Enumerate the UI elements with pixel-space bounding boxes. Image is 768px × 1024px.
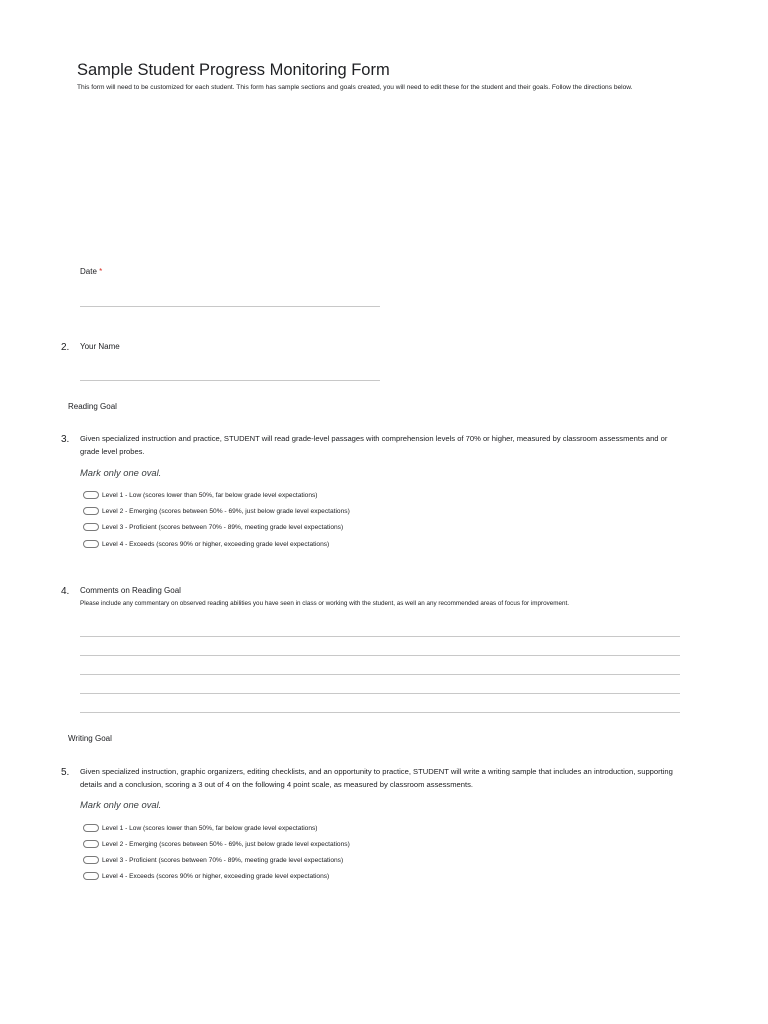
radio-oval[interactable] bbox=[83, 507, 99, 515]
writing-option-level-3[interactable] bbox=[83, 853, 343, 867]
comments-help-text: Please include any commentary on observed reading abilities you have seen in class or working with the student, as well an any recommended areas of focus for improvement. bbox=[80, 600, 569, 607]
date-question-label bbox=[80, 267, 102, 276]
option-label: Level 3 - Proficient (scores between 70% - 89%, meeting grade level expectations) bbox=[102, 856, 344, 864]
date-label-text: Date bbox=[80, 267, 97, 276]
comments-answer-line[interactable] bbox=[80, 674, 680, 675]
your-name-answer-field[interactable] bbox=[80, 380, 380, 381]
reading-option-level-4[interactable] bbox=[83, 537, 329, 551]
comments-answer-line[interactable] bbox=[80, 712, 680, 713]
writing-option-level-2[interactable] bbox=[83, 837, 350, 851]
writing-goal-section-title: Writing Goal bbox=[68, 734, 112, 743]
writing-goal-question-text: Given specialized instruction, graphic organizers, editing checklists, and an opportunity to practice, STUDENT will write a writing sample that includes an introduction, supporting details and a conclusion, scoring a 3 out of 4 on the following 4 point scale, as measured by classroom assessments. bbox=[80, 767, 673, 789]
form-title: Sample Student Progress Monitoring Form bbox=[77, 61, 390, 79]
option-label: Level 4 - Exceeds (scores 90% or higher, exceeding grade level expectations) bbox=[102, 540, 330, 548]
reading-goal-question-text: Given specialized instruction and practice, STUDENT will read grade-level passages with comprehension levels of 70% or higher, measured by classroom assessments and or grade level probes. bbox=[80, 434, 668, 456]
form-description: This form will need to be customized for each student. This form has sample sections and goals created, you will need to edit these for the student and their goals. Follow the directions below. bbox=[77, 84, 633, 91]
your-name-label: Your Name bbox=[80, 342, 120, 351]
radio-oval[interactable] bbox=[83, 872, 99, 880]
reading-option-level-3[interactable] bbox=[83, 520, 343, 534]
comments-answer-line[interactable] bbox=[80, 693, 680, 694]
question-number: 4. bbox=[61, 586, 70, 597]
reading-option-level-1[interactable] bbox=[83, 488, 318, 502]
option-label: Level 1 - Low (scores lower than 50%, far below grade level expectations) bbox=[102, 491, 318, 499]
radio-oval[interactable] bbox=[83, 523, 99, 531]
radio-oval[interactable] bbox=[83, 540, 99, 548]
question-number: 2. bbox=[61, 342, 70, 353]
radio-oval[interactable] bbox=[83, 856, 99, 864]
comments-reading-goal-label: Comments on Reading Goal bbox=[80, 586, 181, 595]
writing-option-level-4[interactable] bbox=[83, 869, 329, 883]
option-label: Level 2 - Emerging (scores between 50% - 69%, just below grade level expectations) bbox=[102, 840, 350, 848]
comments-answer-line[interactable] bbox=[80, 636, 680, 637]
writing-option-level-1[interactable] bbox=[83, 821, 318, 835]
reading-option-level-2[interactable] bbox=[83, 504, 350, 518]
date-answer-field[interactable] bbox=[80, 306, 380, 307]
question-number: 5. bbox=[61, 767, 70, 778]
mark-only-one-oval-instruction: Mark only one oval. bbox=[80, 467, 162, 478]
radio-oval[interactable] bbox=[83, 491, 99, 499]
comments-answer-line[interactable] bbox=[80, 655, 680, 656]
mark-only-one-oval-instruction: Mark only one oval. bbox=[80, 799, 162, 810]
option-label: Level 1 - Low (scores lower than 50%, far below grade level expectations) bbox=[102, 824, 318, 832]
radio-oval[interactable] bbox=[83, 840, 99, 848]
required-asterisk: * bbox=[99, 267, 103, 276]
radio-oval[interactable] bbox=[83, 824, 99, 832]
option-label: Level 3 - Proficient (scores between 70% - 89%, meeting grade level expectations) bbox=[102, 523, 344, 531]
option-label: Level 4 - Exceeds (scores 90% or higher, exceeding grade level expectations) bbox=[102, 872, 330, 880]
question-number: 3. bbox=[61, 434, 70, 445]
reading-goal-section-title: Reading Goal bbox=[68, 402, 117, 411]
option-label: Level 2 - Emerging (scores between 50% - 69%, just below grade level expectations) bbox=[102, 507, 350, 515]
